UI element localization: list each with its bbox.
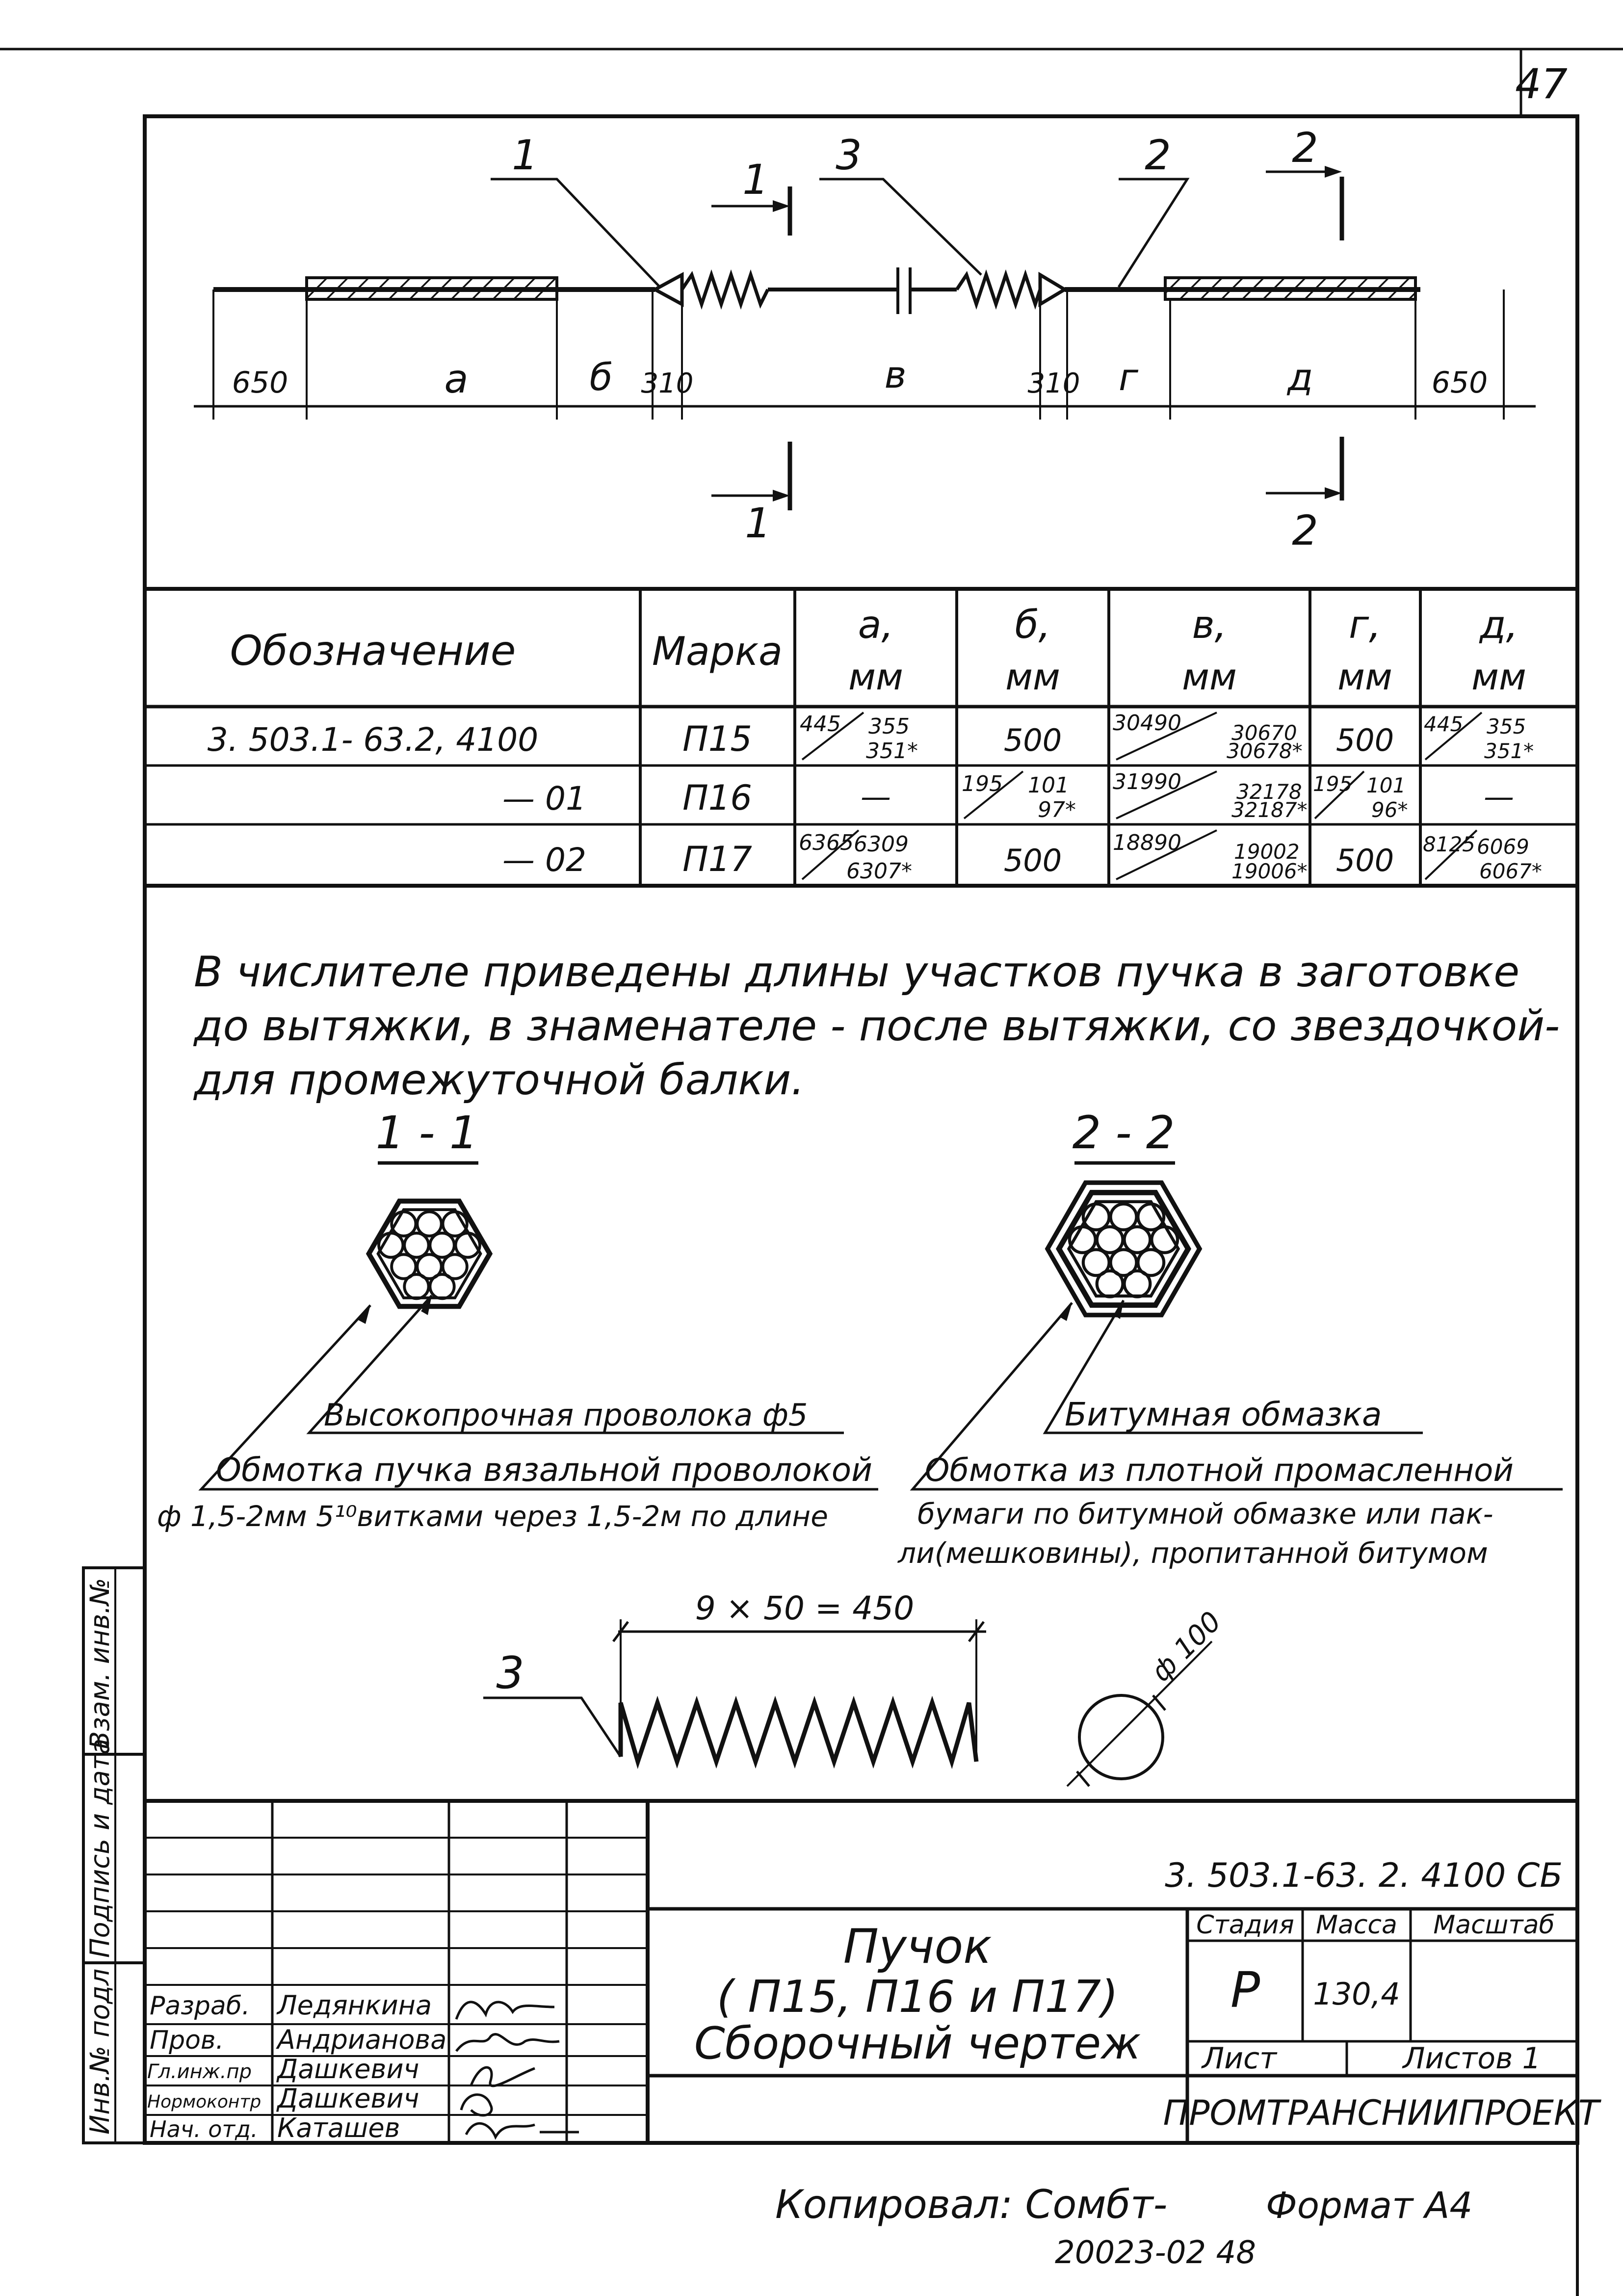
row3-designation: — 02 — [502, 841, 586, 879]
dimension-chain — [194, 290, 1536, 420]
row1-mark: П15 — [682, 719, 752, 759]
row3-a-num: 6365 — [799, 830, 854, 855]
tb-name-3: Дашкевич — [277, 2054, 419, 2085]
row3-v-den2: 19006* — [1231, 859, 1308, 883]
row1-d-den1: 355 — [1487, 714, 1526, 739]
label-high-strength-wire: Высокопрочная проволока ф5 — [324, 1397, 808, 1433]
tb-name-line-1: Пучок — [843, 1919, 992, 1974]
row1-a-den2: 351* — [866, 739, 918, 764]
th-b: б, — [1015, 603, 1051, 647]
row1-designation: 3. 503.1- 63.2, 4100 — [207, 721, 539, 759]
frame — [145, 116, 1577, 2143]
row1-v-den2: 30678* — [1227, 739, 1303, 763]
tb-stage-header: Стадия — [1196, 1910, 1294, 1940]
spring-diameter: ф 100 — [1145, 1605, 1228, 1688]
tb-name-4: Дашкевич — [277, 2083, 419, 2114]
th-a-unit: мм — [848, 656, 903, 698]
dim-650-right: 650 — [1431, 366, 1488, 400]
section-mark-1-bottom: 1 — [745, 499, 771, 547]
row3-v-den1: 19002 — [1234, 840, 1300, 864]
label-wire-wrap: Обмотка пучка вязальной проволокой — [216, 1451, 873, 1489]
tb-name-line-3: Сборочный чертеж — [694, 2018, 1141, 2069]
section-mark-1-top: 1 — [742, 156, 769, 204]
row3-g: 500 — [1335, 843, 1394, 878]
th-d: д, — [1479, 603, 1518, 647]
section-1-1-hexagon — [369, 1201, 490, 1307]
dim-b: б — [589, 355, 613, 399]
tb-name-5: Каташев — [277, 2112, 400, 2143]
tb-organization: ПРОМТРАНСНИИПРОЕКТ — [1163, 2093, 1599, 2133]
th-g-unit: мм — [1337, 656, 1392, 698]
row3-a-den1: 6309 — [854, 832, 909, 857]
label-wire-wrap-2: ф 1,5-2мм 5¹⁰витками через 1,5-2м по длине — [157, 1500, 828, 1533]
callout-3: 3 — [836, 131, 862, 179]
row1-a-num: 445 — [800, 712, 841, 737]
row3-d-num: 8125 — [1423, 832, 1475, 856]
callout-1: 1 — [512, 131, 538, 179]
row1-d-num: 445 — [1424, 712, 1464, 736]
signatures — [456, 2002, 579, 2137]
spring-detail — [483, 1619, 1212, 1786]
th-a: а, — [858, 603, 894, 647]
row3-d-den1: 6069 — [1477, 835, 1529, 859]
tb-name-line-2: ( П15, П16 и П17) — [716, 1971, 1119, 2023]
dim-310-left: 310 — [641, 368, 694, 399]
note-line-2: до вытяжки, в знаменателе - после вытяжки, со звездочкой- — [194, 1002, 1560, 1051]
tb-mass-header: Масса — [1316, 1910, 1397, 1940]
th-b-unit: мм — [1005, 656, 1060, 698]
label-paper-wrap-2: бумаги по битумной обмазке или пак- — [917, 1497, 1493, 1531]
row2-v-num: 31990 — [1113, 769, 1181, 794]
spring-dim: 9 × 50 = 450 — [695, 1589, 915, 1627]
tb-role-4: Нормоконтр — [147, 2092, 262, 2112]
page-number: 47 — [1515, 60, 1568, 108]
tb-stage-value: Р — [1230, 1961, 1260, 2019]
section-mark-2-top: 2 — [1292, 124, 1318, 172]
footer-format: Формат А4 — [1266, 2185, 1473, 2227]
bundle-assembly — [213, 267, 1420, 314]
tb-role-2: Пров. — [150, 2026, 224, 2055]
tb-role-5: Нач. отд. — [150, 2116, 258, 2142]
tb-role-3: Гл.инж.пр — [147, 2060, 252, 2083]
tb-name-2: Андрианова — [277, 2024, 447, 2055]
row2-a: — — [861, 779, 891, 815]
tb-scale-header: Масштаб — [1433, 1910, 1555, 1940]
dim-v: в — [884, 353, 907, 396]
dim-310-right: 310 — [1027, 368, 1080, 399]
dim-a: а — [444, 356, 469, 402]
label-paper-wrap-3: ли(мешковины), пропитанной битумом — [898, 1536, 1488, 1570]
callout-2: 2 — [1145, 131, 1171, 179]
row1-a-den1: 355 — [868, 714, 910, 739]
row2-v-den1: 32178 — [1236, 780, 1302, 804]
section-1-1-title: 1 - 1 — [375, 1107, 478, 1159]
th-designation: Обозначение — [230, 627, 516, 675]
row2-g-num: 195 — [1313, 772, 1353, 796]
note-line-3: для промежуточной балки. — [194, 1056, 805, 1105]
footer-number: 20023-02 48 — [1055, 2235, 1256, 2271]
tb-name-1: Ледянкина — [277, 1990, 432, 2021]
dim-d: д — [1287, 355, 1313, 399]
tb-sheets: Листов 1 — [1403, 2041, 1541, 2076]
row2-g-den1: 101 — [1366, 773, 1406, 797]
callouts — [491, 131, 1187, 287]
section-2-2-title: 2 - 2 — [1072, 1107, 1175, 1159]
label-paper-wrap: Обмотка из плотной промасленной — [925, 1452, 1514, 1489]
tb-role-1: Разраб. — [150, 1991, 250, 2021]
th-d-unit: мм — [1471, 656, 1526, 698]
spring-callout: 3 — [496, 1647, 524, 1699]
row2-b-num: 195 — [962, 771, 1003, 796]
stamp-signature-date: Подпись и дата — [84, 1738, 115, 1958]
tb-mass-value: 130,4 — [1313, 1976, 1400, 2012]
th-mark: Марка — [652, 629, 783, 674]
row2-v-den2: 32187* — [1231, 798, 1308, 822]
row1-v-num: 30490 — [1113, 711, 1181, 736]
row2-g-den2: 96* — [1371, 798, 1408, 822]
row2-b-den2: 97* — [1038, 797, 1076, 822]
note-line-1: В числителе приведены длины участков пучка в заготовке — [194, 948, 1520, 997]
row3-mark: П17 — [682, 839, 752, 879]
stamp-inv-no: Инв.№ подл — [84, 1968, 115, 2135]
th-g: г, — [1349, 603, 1381, 647]
th-v: в, — [1192, 603, 1227, 647]
row2-designation: — 01 — [502, 780, 586, 818]
stamp-replace-inv: Взам. инв.№ — [84, 1578, 115, 1749]
row3-b: 500 — [1003, 843, 1062, 878]
section-marks — [711, 124, 1342, 554]
section-2-2-hexagon — [1047, 1183, 1200, 1315]
row3-d-den2: 6067* — [1479, 859, 1542, 883]
tb-sheet: Лист — [1202, 2041, 1277, 2076]
footer-copied: Копировал: Сомбт- — [775, 2182, 1168, 2227]
section-mark-2-bottom: 2 — [1292, 506, 1318, 554]
row1-d-den2: 351* — [1484, 739, 1534, 763]
row3-a-den2: 6307* — [846, 859, 912, 884]
th-v-unit: мм — [1182, 656, 1237, 698]
tb-doc-code: 3. 503.1-63. 2. 4100 СБ — [1165, 1856, 1563, 1895]
row3-v-num: 18890 — [1113, 830, 1181, 855]
label-bitumen: Битумная обмазка — [1065, 1396, 1382, 1433]
row1-g: 500 — [1335, 722, 1394, 758]
row2-mark: П16 — [682, 778, 752, 818]
row1-b: 500 — [1003, 722, 1062, 758]
dim-g: г — [1119, 355, 1138, 399]
dim-650-left: 650 — [232, 366, 288, 400]
row1-v-den1: 30670 — [1231, 721, 1297, 745]
row2-b-den1: 101 — [1028, 773, 1069, 798]
row2-d: — — [1484, 779, 1514, 815]
